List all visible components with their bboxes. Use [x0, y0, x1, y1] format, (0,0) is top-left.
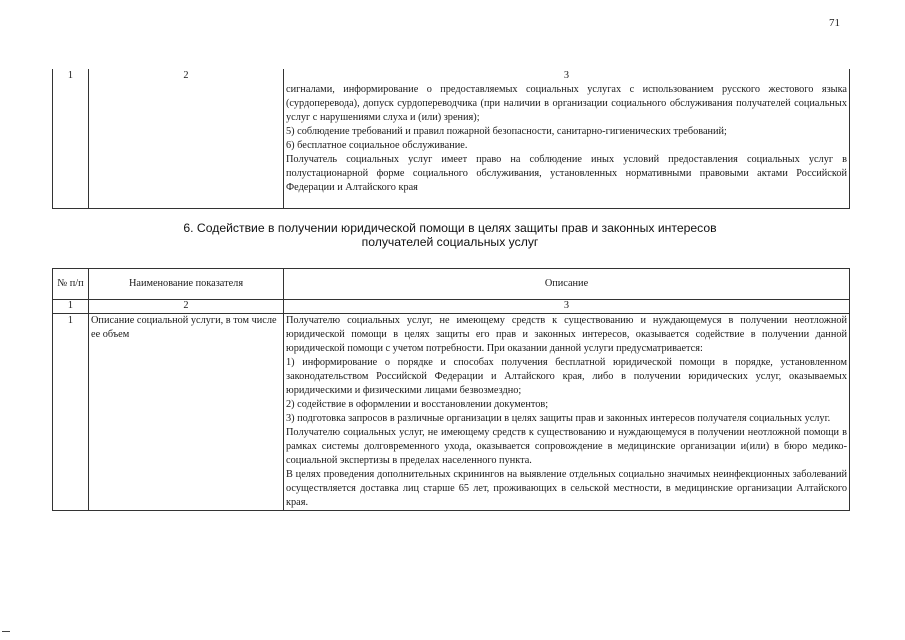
continuation-row — [53, 83, 850, 209]
header-row — [53, 269, 850, 300]
scan-mark — [2, 631, 10, 632]
continuation-line: 5) соблюдение требований и правил пожарной безопасности, санитарно-гигиенических требований; — [286, 126, 727, 137]
row-number: 1 — [53, 314, 89, 511]
continuation-desc-cell — [284, 83, 850, 209]
header-name: Наименование показателя — [89, 269, 284, 300]
row-description — [284, 314, 850, 511]
row-name: Описание социальной услуги, в том числе ее объем — [89, 314, 284, 511]
table-row — [53, 314, 850, 511]
column-number-row — [53, 69, 850, 83]
column-number-3: 3 — [284, 300, 850, 314]
page-number: 71 — [829, 17, 840, 29]
header-num: № п/п — [53, 269, 89, 300]
continuation-name-cell — [89, 83, 284, 209]
description-paragraph: 2) содействие в оформлении и восстановлении документов; — [286, 399, 549, 410]
continuation-table — [52, 69, 850, 209]
column-number-3: 3 — [284, 69, 850, 83]
column-number-2: 2 — [89, 300, 284, 314]
description-paragraph: В целях проведения дополнительных скринингов на выявление отдельных социально значимых неинфекционных заболеваний осуществляется доставка лиц старше 65 лет, проживающих в сельской местности, в медицинские организации Алтайского края. — [286, 469, 847, 508]
continuation-line: 6) бесплатное социальное обслуживание. — [286, 140, 468, 151]
header-desc: Описание — [284, 269, 850, 300]
section-title-line-2: получателей социальных услуг — [361, 235, 539, 249]
section-title-line-1: 6. Содействие в получении юридической помощи в целях защиты прав и законных интересов — [183, 221, 717, 235]
service-table — [52, 268, 850, 511]
column-number-row — [53, 300, 850, 314]
column-number-1: 1 — [53, 69, 89, 83]
continuation-num-cell — [53, 83, 89, 209]
column-number-2: 2 — [89, 69, 284, 83]
continuation-line: Получатель социальных услуг имеет право на соблюдение иных условий предоставления социальных услуг в полустационарной форме социального обслуживания, установленных нормативными правовыми актами Российской Федерации и Алтайского края — [286, 154, 847, 193]
continuation-line: сигналами, информирование о предоставляемых социальных услугах с использованием русского жестового языка (сурдоперевода), допуск сурдопереводчика (при наличии в организации социального обслуживания получателей социальных услуг с нарушениями слуха и (или) зрения); — [286, 84, 847, 123]
description-paragraph: Получателю социальных услуг, не имеющему средств к существованию и нуждающемуся в получении неотложной юридической помощи в целях защиты его прав и законных интересов, оказывается содействие в получении данной юридической помощи с учетом потребности. При оказании данной услуги предусматривается: — [286, 315, 847, 354]
section-title — [80, 221, 820, 249]
description-paragraph: 3) подготовка запросов в различные организации в целях защиты прав и законных интересов получателя социальных услуг. — [286, 413, 831, 424]
description-paragraph: 1) информирование о порядке и способах получения бесплатной юридической помощи в порядке, установленном законодательством Российской Федерации и Алтайского края, либо в получении юридических услуг, оказываемых юридическими и физическими лицами безвозмездно; — [286, 357, 847, 396]
description-paragraph: Получателю социальных услуг, не имеющему средств к существованию и нуждающемуся в получении неотложной помощи в рамках системы долговременного ухода, оказывается сопровождение в медицинские организации и(или) в бюро медико-социальной экспертизы в пределах населенного пункта. — [286, 427, 847, 466]
column-number-1: 1 — [53, 300, 89, 314]
